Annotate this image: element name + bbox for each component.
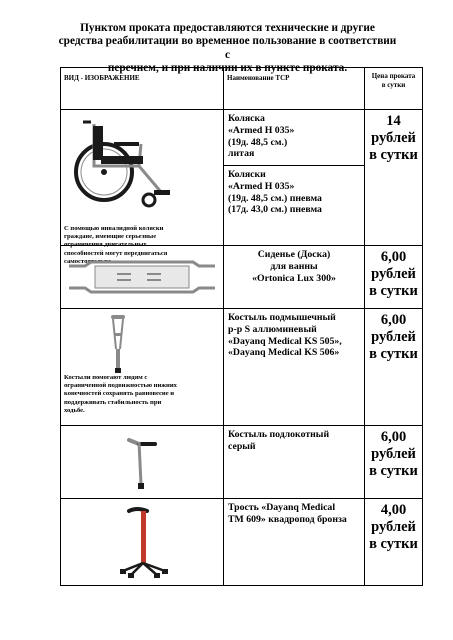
header-price — [365, 68, 423, 110]
item-price-wheelchair: 14 рублей в сутки — [365, 110, 423, 246]
table-row — [61, 426, 423, 499]
item-name-quad-cane: Трость «Dayanq Medical TM 609» квадропод бронза — [224, 499, 365, 586]
table-row — [61, 246, 423, 309]
item-name-wheelchair-pneumatic: Коляски «Armed H 035» (19д. 48,5 см.) пневма (17д. 43,0 см.) пневма — [224, 166, 365, 246]
wheelchair-icon — [69, 114, 175, 214]
quad-cane-icon — [117, 505, 173, 579]
wheelchair-caption: С помощью инвалидной коляски граждане, имеющие серьезные ограничения двигательных способностей могут передвигаться самостоятельно — [64, 225, 168, 265]
forearm-crutch-icon — [125, 434, 165, 490]
image-cell-quad-cane — [61, 499, 224, 586]
item-name-forearm-crutch: Костыль подлокотный серый — [224, 426, 365, 499]
item-name-bath-board: Сиденье (Доска) для ванны «Ortonica Lux 300» — [224, 246, 365, 309]
item-price-bath-board: 6,00 рублей в сутки — [365, 246, 423, 309]
table-row — [61, 499, 423, 586]
image-cell-underarm-crutch — [61, 309, 224, 426]
title-line-2: средства реабилитации во временное пользование в соответствии с — [58, 35, 397, 61]
header-image: ВИД - ИЗОБРАЖЕНИЕ — [61, 68, 224, 110]
image-cell-forearm-crutch — [61, 426, 224, 499]
image-cell-bath-board — [61, 246, 224, 309]
bath-board-icon — [67, 258, 217, 296]
item-name-underarm-crutch: Костыль подмышечный р-р S аллюминевый «Dayanq Medical KS 505», «Dayanq Medical KS 506» — [224, 309, 365, 426]
title-line-3: перечнем, и при наличии их в пункте проката. — [107, 62, 348, 75]
table-header-row — [61, 68, 423, 110]
table-row — [61, 309, 423, 426]
item-price-forearm-crutch: 6,00 рублей в сутки — [365, 426, 423, 499]
header-name: Наименование ТСР — [224, 68, 365, 110]
image-cell-wheelchair — [61, 110, 224, 265]
item-price-underarm-crutch: 6,00 рублей в сутки — [365, 309, 423, 426]
header-price-line1: Цена проката — [371, 72, 416, 80]
header-price-line2: в сутки — [381, 81, 406, 89]
rental-table — [60, 67, 423, 586]
underarm-crutch-icon — [108, 315, 128, 373]
item-price-quad-cane: 4,00 рублей в сутки — [365, 499, 423, 586]
table-row — [61, 110, 423, 166]
title-line-1: Пунктом проката предоставляются технические и другие — [80, 22, 375, 34]
item-name-wheelchair-cast: Коляска «Armed H 035» (19д. 48,5 см.) литая — [224, 110, 365, 166]
crutch-caption: Костыли помогают людям с ограниченной подвижностью нижних конечностей сохранять равновесие и поддерживать стабильность при ходьбе. — [64, 374, 177, 414]
